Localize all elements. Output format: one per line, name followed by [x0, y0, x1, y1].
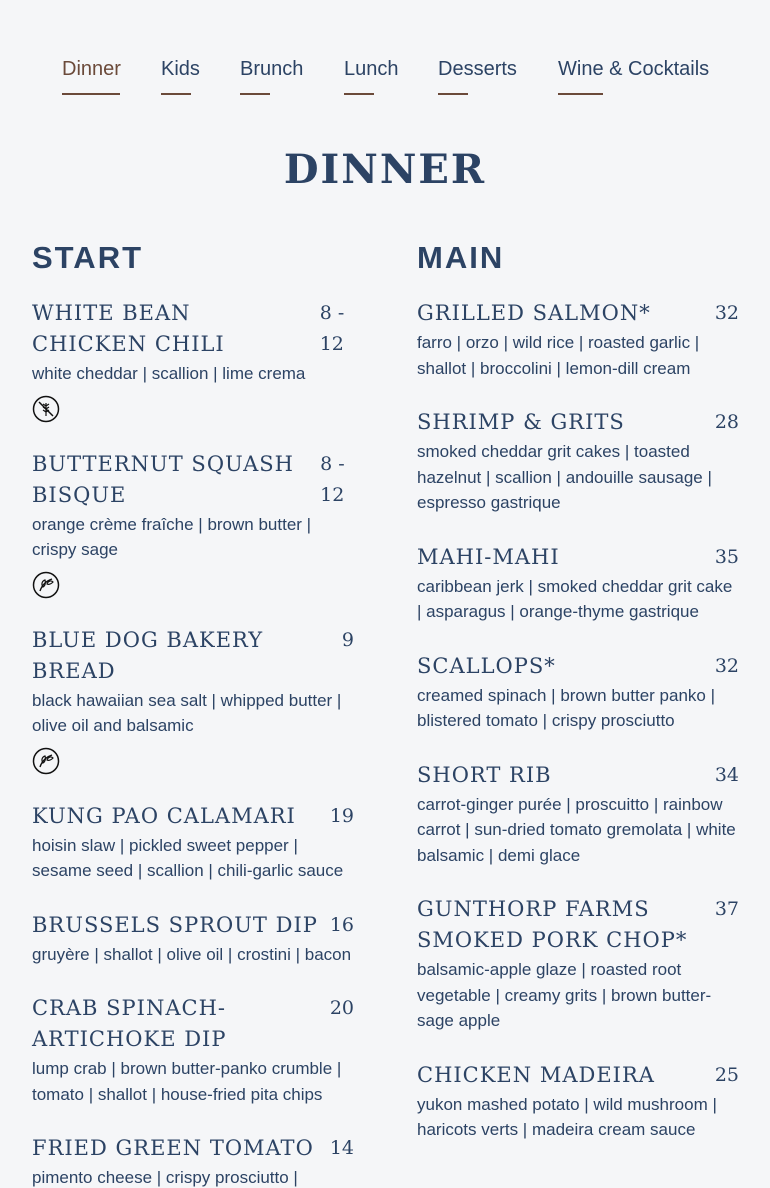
item-price: 25 — [714, 1063, 739, 1086]
item-description: gruyère | shallot | olive oil | crostini | bacon — [32, 944, 352, 964]
item-price: 28 — [714, 411, 739, 433]
gluten-free-icon — [32, 395, 60, 423]
start-section — [32, 240, 354, 1188]
menu-item — [417, 1060, 739, 1143]
tab-underline — [161, 93, 191, 95]
item-description: balsamic-apple glaze | roasted root vegetable | creamy grits | brown butter-sage apple — [417, 960, 712, 1030]
item-name: WHITE BEAN CHICKEN CHILI — [32, 301, 225, 356]
menu-item — [32, 910, 354, 968]
item-description: white cheddar | scallion | lime crema — [32, 364, 306, 383]
main-section — [417, 240, 739, 1169]
item-price: 14 — [329, 1137, 354, 1159]
item-name: FRIED GREEN TOMATO — [32, 1136, 314, 1160]
item-description: smoked cheddar grit cakes | toasted hazelnut | scallion | andouille sausage | espresso gastrique — [417, 442, 712, 512]
item-price: 8 - 12 — [320, 452, 345, 506]
menu-item — [417, 542, 739, 625]
item-price: 8 - 12 — [319, 302, 345, 355]
item-name: SCALLOPS* — [417, 653, 556, 678]
menu-item — [417, 298, 739, 381]
tab-label: Brunch — [240, 58, 304, 80]
item-name: BLUE DOG BAKERY BREAD — [32, 627, 264, 683]
menu-item — [32, 625, 354, 775]
item-description: creamed spinach | brown butter panko | blistered tomato | crispy prosciutto — [417, 685, 715, 730]
item-description: farro | orzo | wild rice | roasted garlic | shallot | broccolini | lemon-dill cream — [417, 333, 700, 378]
tab-wine-cocktails[interactable] — [558, 58, 709, 81]
item-description: carrot-ginger purée | proscuitto | rainbow carrot | sun-dried tomato gremolata | white balsamic | demi glace — [417, 794, 736, 865]
vegetarian-icon — [32, 747, 60, 775]
item-name: GUNTHORP FARMS SMOKED PORK CHOP* — [417, 897, 688, 952]
page-title: DINNER — [283, 146, 487, 193]
menu-item — [417, 407, 739, 516]
item-name: BUTTERNUT SQUASH BISQUE — [32, 451, 294, 507]
item-name: BRUSSELS SPROUT DIP — [32, 912, 318, 937]
item-price: 20 — [329, 997, 354, 1019]
item-name: CHICKEN MADEIRA — [417, 1062, 655, 1087]
tab-kids[interactable] — [161, 58, 200, 81]
menu-item — [417, 760, 739, 869]
tab-label: Wine & Cocktails — [558, 58, 710, 80]
item-name: GRILLED SALMON* — [417, 301, 651, 325]
tab-underline — [558, 93, 603, 95]
item-name: SHRIMP & GRITS — [417, 410, 625, 434]
menu-item — [417, 651, 739, 734]
item-name: SHORT RIB — [417, 762, 552, 787]
item-description: hoisin slaw | pickled sweet pepper | sesame seed | scallion | chili-garlic sauce — [32, 835, 344, 880]
item-price: 9 — [341, 628, 354, 651]
item-description: lump crab | brown butter-panko crumble | tomato | shallot | house-fried pita chips — [32, 1059, 342, 1104]
item-price: 32 — [714, 302, 739, 324]
tab-label: Dinner — [62, 58, 121, 80]
tab-underline — [344, 93, 374, 95]
item-name: MAHI-MAHI — [417, 544, 560, 569]
item-description: caribbean jerk | smoked cheddar grit cake | asparagus | orange-thyme gastrique — [417, 576, 733, 621]
tab-underline — [240, 93, 270, 95]
item-name: KUNG PAO CALAMARI — [32, 803, 296, 828]
tab-desserts[interactable] — [438, 58, 517, 81]
item-price: 34 — [714, 763, 739, 786]
menu-item — [32, 993, 354, 1107]
item-price: 16 — [329, 913, 354, 936]
item-price: 35 — [714, 545, 739, 568]
menu-item — [32, 298, 354, 423]
tab-lunch[interactable] — [344, 58, 399, 81]
section-title-start: START — [32, 240, 144, 275]
item-price: 19 — [329, 804, 354, 827]
tab-label: Lunch — [344, 58, 399, 80]
menu-item — [32, 1133, 354, 1188]
item-name: CRAB SPINACH-ARTICHOKE DIP — [32, 996, 227, 1051]
section-title-main: MAIN — [417, 240, 505, 275]
vegetarian-icon — [32, 571, 60, 599]
menu-tabs — [62, 58, 770, 98]
tab-label: Desserts — [438, 58, 517, 80]
item-description: black hawaiian sea salt | whipped butter | olive oil and balsamic — [32, 690, 342, 735]
item-description: pimento cheese | crispy prosciutto | — [32, 1168, 298, 1187]
item-description: orange crème fraîche | brown butter | crispy sage — [32, 514, 312, 559]
tab-dinner[interactable] — [62, 58, 121, 81]
tab-brunch[interactable] — [240, 58, 303, 81]
menu-item — [32, 449, 354, 599]
item-price: 37 — [714, 898, 739, 920]
item-price: 32 — [714, 654, 739, 677]
item-description: yukon mashed potato | wild mushroom | haricots verts | madeira cream sauce — [417, 1094, 717, 1139]
tab-label: Kids — [161, 58, 200, 80]
tab-underline — [62, 93, 120, 95]
menu-item — [417, 894, 739, 1034]
menu-item — [32, 801, 354, 884]
tab-underline — [438, 93, 468, 95]
